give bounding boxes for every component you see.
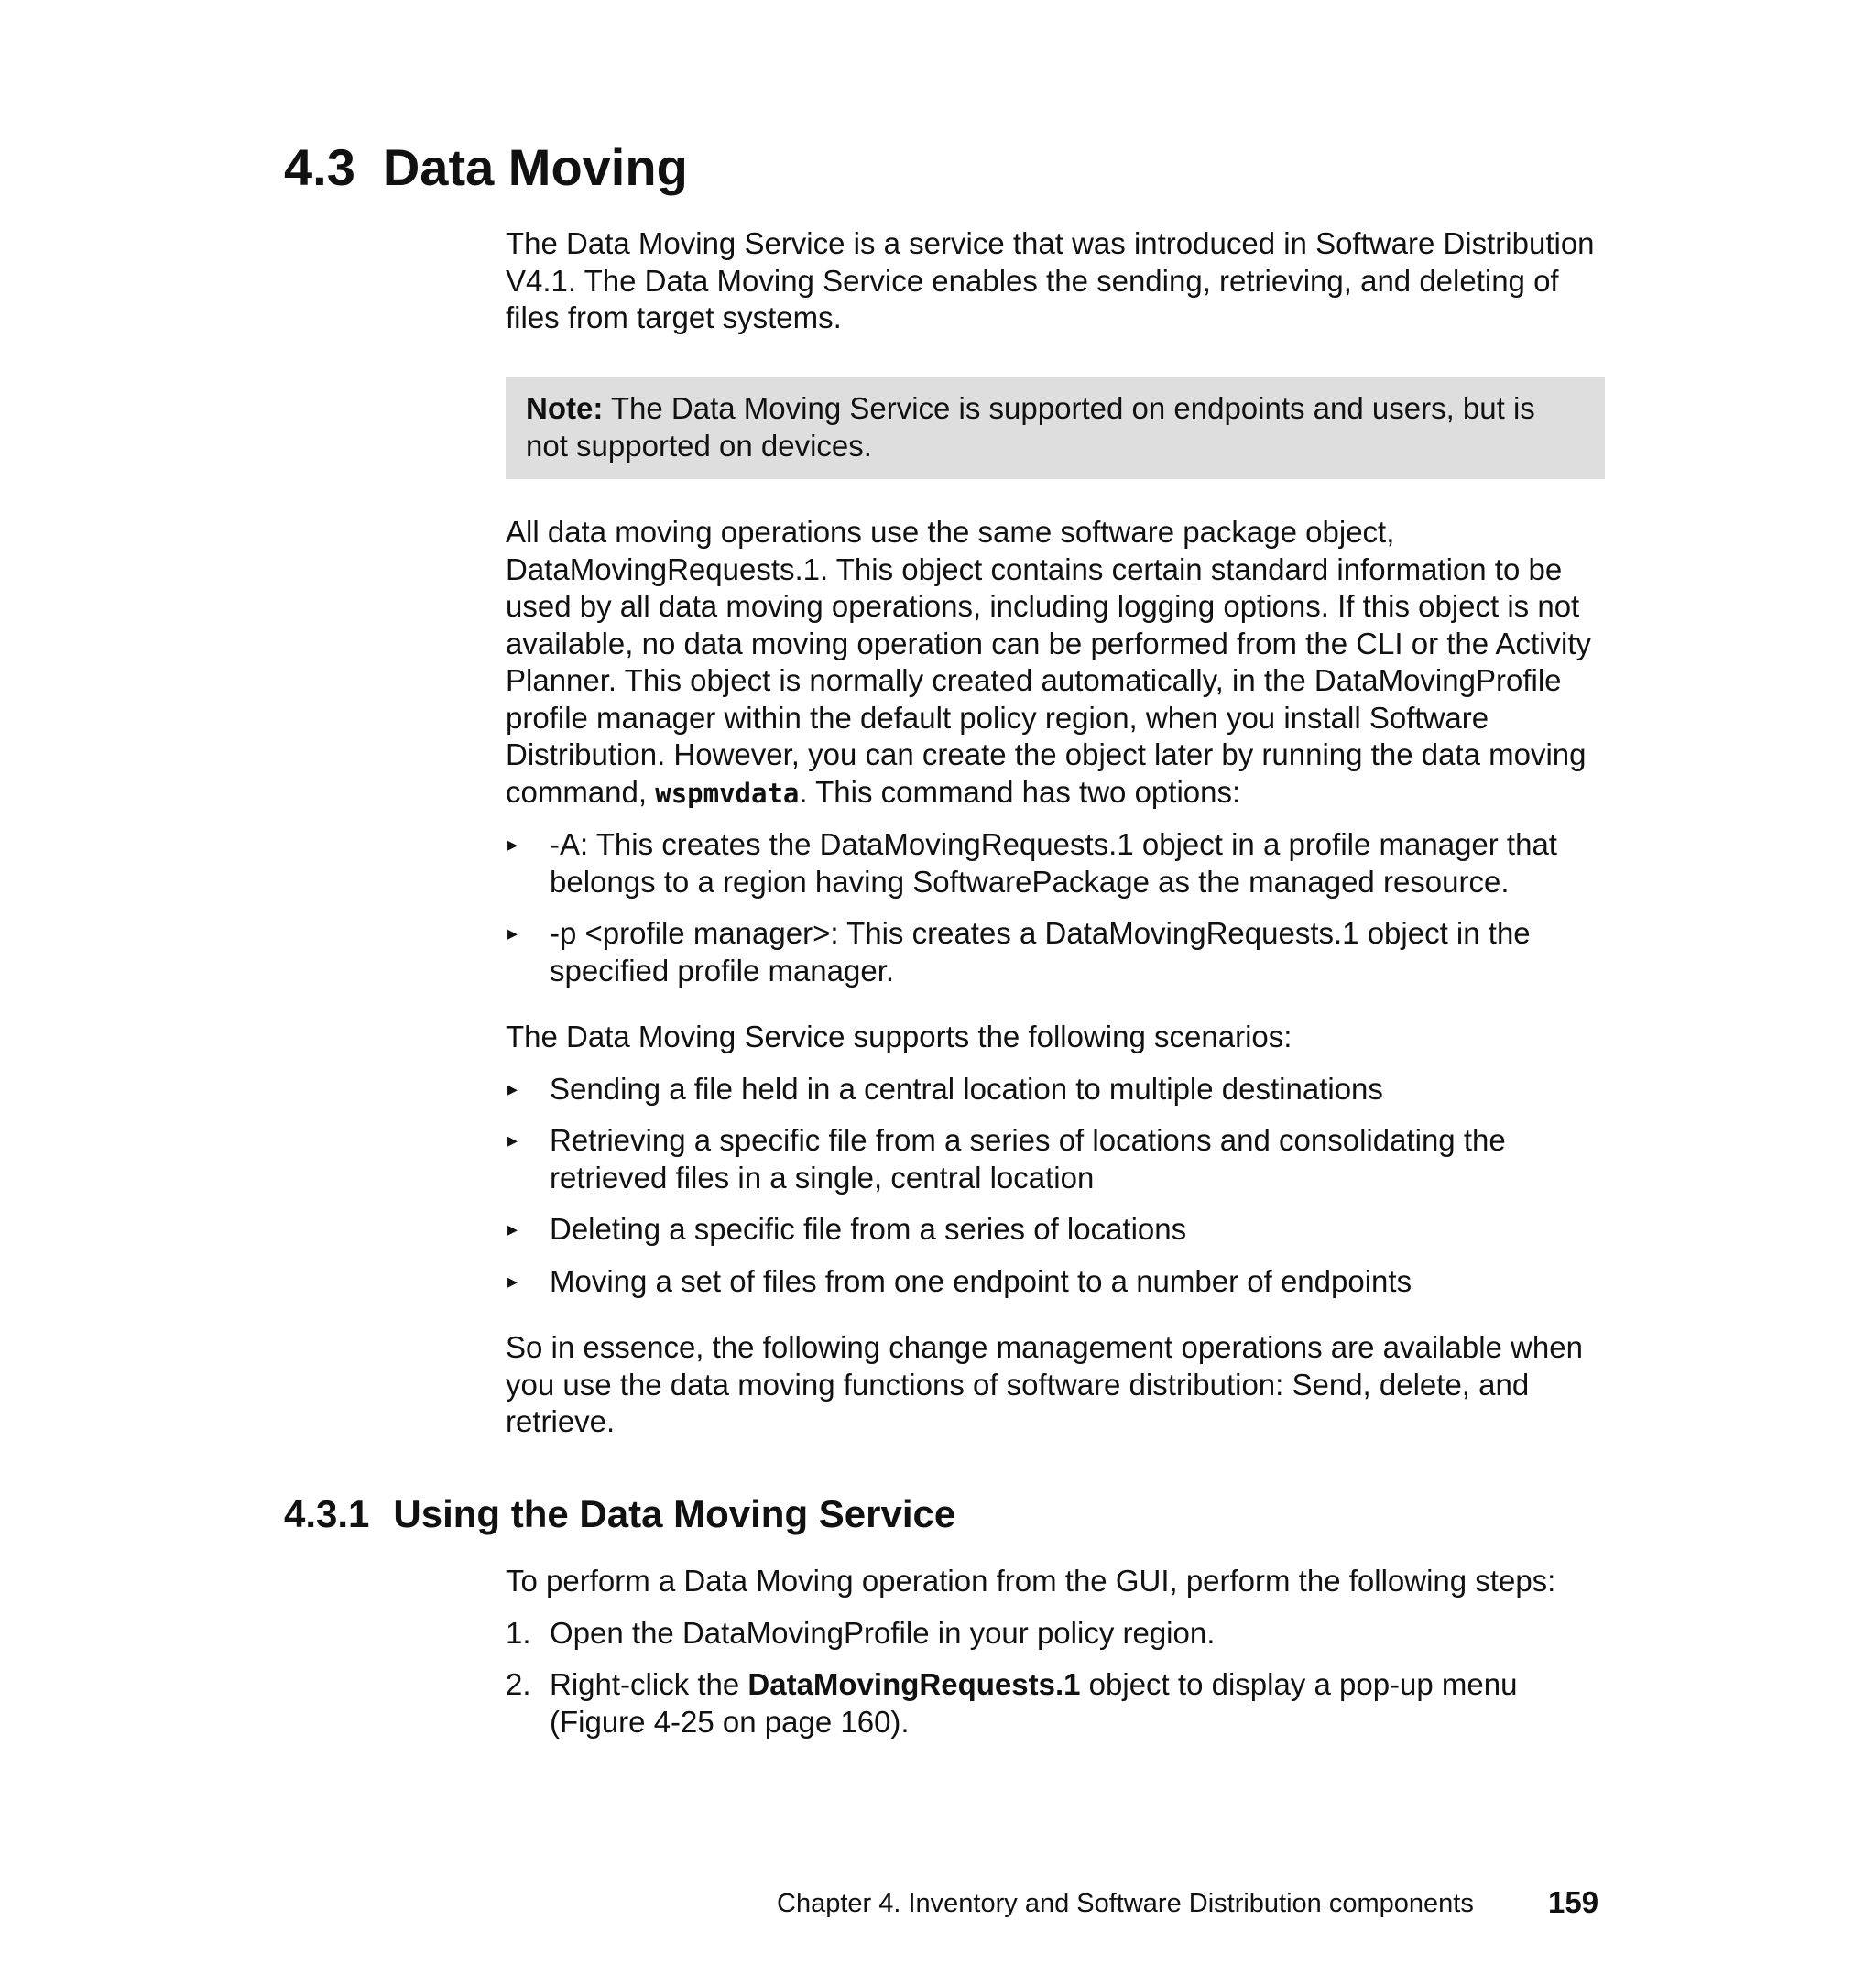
steps-intro: To perform a Data Moving operation from the GUI, perform the following steps: (506, 1564, 1556, 1598)
footer-chapter: Chapter 4. Inventory and Software Distribution components (777, 1889, 1474, 1918)
objects-paragraph (506, 514, 1605, 812)
section-title: Data Moving (382, 138, 688, 196)
scenario-text: Deleting a specific file from a series of locations (550, 1212, 1187, 1246)
page-number: 159 (1548, 1885, 1599, 1919)
intro-paragraph: The Data Moving Service is a service that was introduced in Software Distribution V4.1. The Data Moving Service enables the sending, retrieving, and deleting of files from target systems. (506, 226, 1595, 334)
objects-text: All data moving operations use the same software package object, DataMovingRequests.1. This object contains certain standard information to be used by all data moving operations, including logging options. If this object is not available, no data moving operation can be performed from the CLI or the Activity Planner. This object is normally created automatically, in the DataMovingProfile profile manager within the default policy region, when you install Software Distribution. However, you can create the object later by running the data moving command, (506, 515, 1591, 809)
triangle-bullet-icon: ▸ (507, 1076, 518, 1100)
scenario-text: Retrieving a specific file from a series of locations and consolidating the retrieved files in a single, central location (550, 1123, 1506, 1195)
step-text: Right-click the (550, 1667, 748, 1701)
scenarios-intro: The Data Moving Service supports the following scenarios: (506, 1020, 1292, 1053)
triangle-bullet-icon: ▸ (507, 1269, 518, 1293)
scenario-text: Sending a file held in a central location to multiple destinations (550, 1071, 1383, 1106)
note-paragraph (526, 390, 1585, 464)
list-item (506, 915, 1605, 989)
option-text: -A: This creates the DataMovingRequests.1 object in a profile manager that belongs to a region having SoftwarePackage as the managed resource. (550, 827, 1557, 899)
option-text: -p <profile manager>: This creates a DataMovingRequests.1 object in the specified profile manager. (550, 916, 1531, 988)
triangle-bullet-icon: ▸ (507, 833, 518, 856)
list-item (506, 1615, 1605, 1653)
summary-paragraph: So in essence, the following change management operations are available when you use the data moving functions of software distribution: Send, delete, and retrieve. (506, 1330, 1583, 1438)
list-item (506, 1122, 1605, 1196)
note-box (506, 377, 1605, 479)
intro-block (506, 225, 1605, 337)
section-heading (284, 139, 688, 196)
objects-tail: . This command has two options: (799, 774, 1241, 809)
main-block (506, 514, 1605, 1441)
step-text: Open the DataMovingProfile in your policy region. (550, 1615, 1216, 1650)
step-bold-object: DataMovingRequests.1 (747, 1667, 1081, 1701)
triangle-bullet-icon: ▸ (507, 1129, 518, 1151)
list-item (506, 1666, 1605, 1740)
scenarios-list (506, 1071, 1605, 1301)
step-number: 2. (506, 1667, 531, 1701)
step-text-tail: object to display a pop-up menu (Figure 4-25 on page 160). (550, 1667, 1518, 1739)
subsection-heading (284, 1493, 955, 1535)
list-item (506, 826, 1605, 900)
note-label: Note: (526, 391, 604, 425)
step-number: 1. (506, 1615, 531, 1650)
scenario-text: Moving a set of files from one endpoint to a number of endpoints (550, 1263, 1412, 1298)
triangle-bullet-icon: ▸ (507, 922, 518, 944)
steps-list (506, 1615, 1605, 1741)
subsection-title: Using the Data Moving Service (393, 1492, 956, 1535)
list-item (506, 1211, 1605, 1249)
note-text: The Data Moving Service is supported on endpoints and users, but is not supported on devices. (526, 391, 1535, 463)
list-item (506, 1071, 1605, 1108)
steps-block (506, 1563, 1605, 1740)
triangle-bullet-icon: ▸ (507, 1217, 518, 1240)
note-block (506, 377, 1605, 479)
options-list (506, 826, 1605, 989)
command-name: wspmvdata (655, 777, 800, 809)
list-item (506, 1263, 1605, 1301)
section-number: 4.3 (284, 138, 355, 196)
subsection-number: 4.3.1 (284, 1492, 370, 1535)
